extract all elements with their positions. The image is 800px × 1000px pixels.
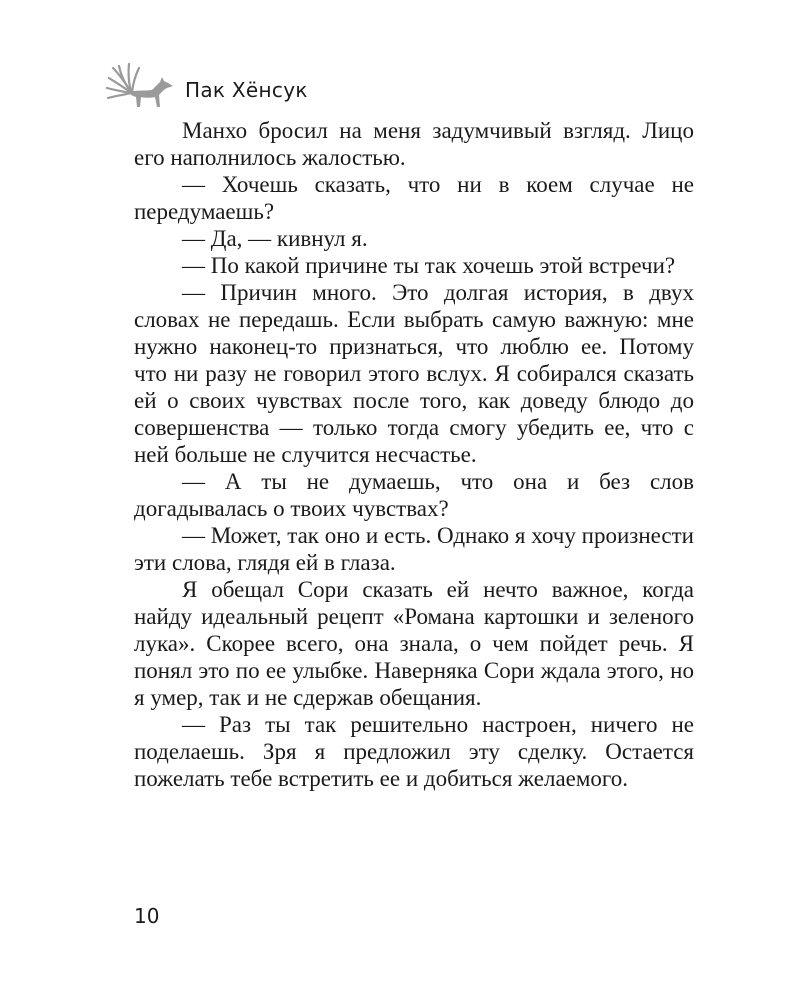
paragraph: Я обещал Сори сказать ей нечто важное, когда найду идеальный рецепт «Романа картошки и зеленого лука». Скорее всего, она знала, о чем пойдет речь. Я понял это по ее улыбке. Наверняка Сори ждала этого, но я умер, так и не сдержав обещания. bbox=[134, 577, 694, 710]
page-number: 10 bbox=[134, 904, 160, 928]
paragraph: — Да, — кивнул я. bbox=[182, 226, 368, 251]
running-head bbox=[105, 62, 405, 112]
paragraph: — Раз ты так решительно настроен, ничего не поделаешь. Зря я предложил эту сделку. Остается пожелать тебе встретить ее и добиться желаемого. bbox=[134, 712, 694, 791]
fox-with-nine-tails-icon bbox=[105, 62, 177, 112]
paragraph: Манхо бросил на меня задумчивый взгляд. Лицо его наполнилось жалостью. bbox=[134, 118, 694, 170]
running-head-author: Пак Хёнсук bbox=[185, 78, 308, 102]
paragraph: — Хочешь сказать, что ни в коем случае не передумаешь? bbox=[134, 172, 694, 224]
paragraph: — А ты не думаешь, что она и без слов догадывалась о твоих чувствах? bbox=[134, 469, 694, 521]
paragraph: — Причин много. Это долгая история, в двух словах не передашь. Если выбрать самую важную: мне нужно наконец-то признаться, что люблю ее. Потому что ни разу не говорил этого вслух. Я собирался сказать ей о своих чувствах после того, как доведу блюдо до совершенства — только тогда смогу убедить ее, что с ней больше не случится несчастье. bbox=[134, 280, 694, 467]
paragraph: — Может, так оно и есть. Однако я хочу произнести эти слова, глядя ей в глаза. bbox=[134, 523, 694, 575]
body-text bbox=[134, 117, 694, 792]
paragraph: — По какой причине ты так хочешь этой встречи? bbox=[182, 253, 676, 278]
